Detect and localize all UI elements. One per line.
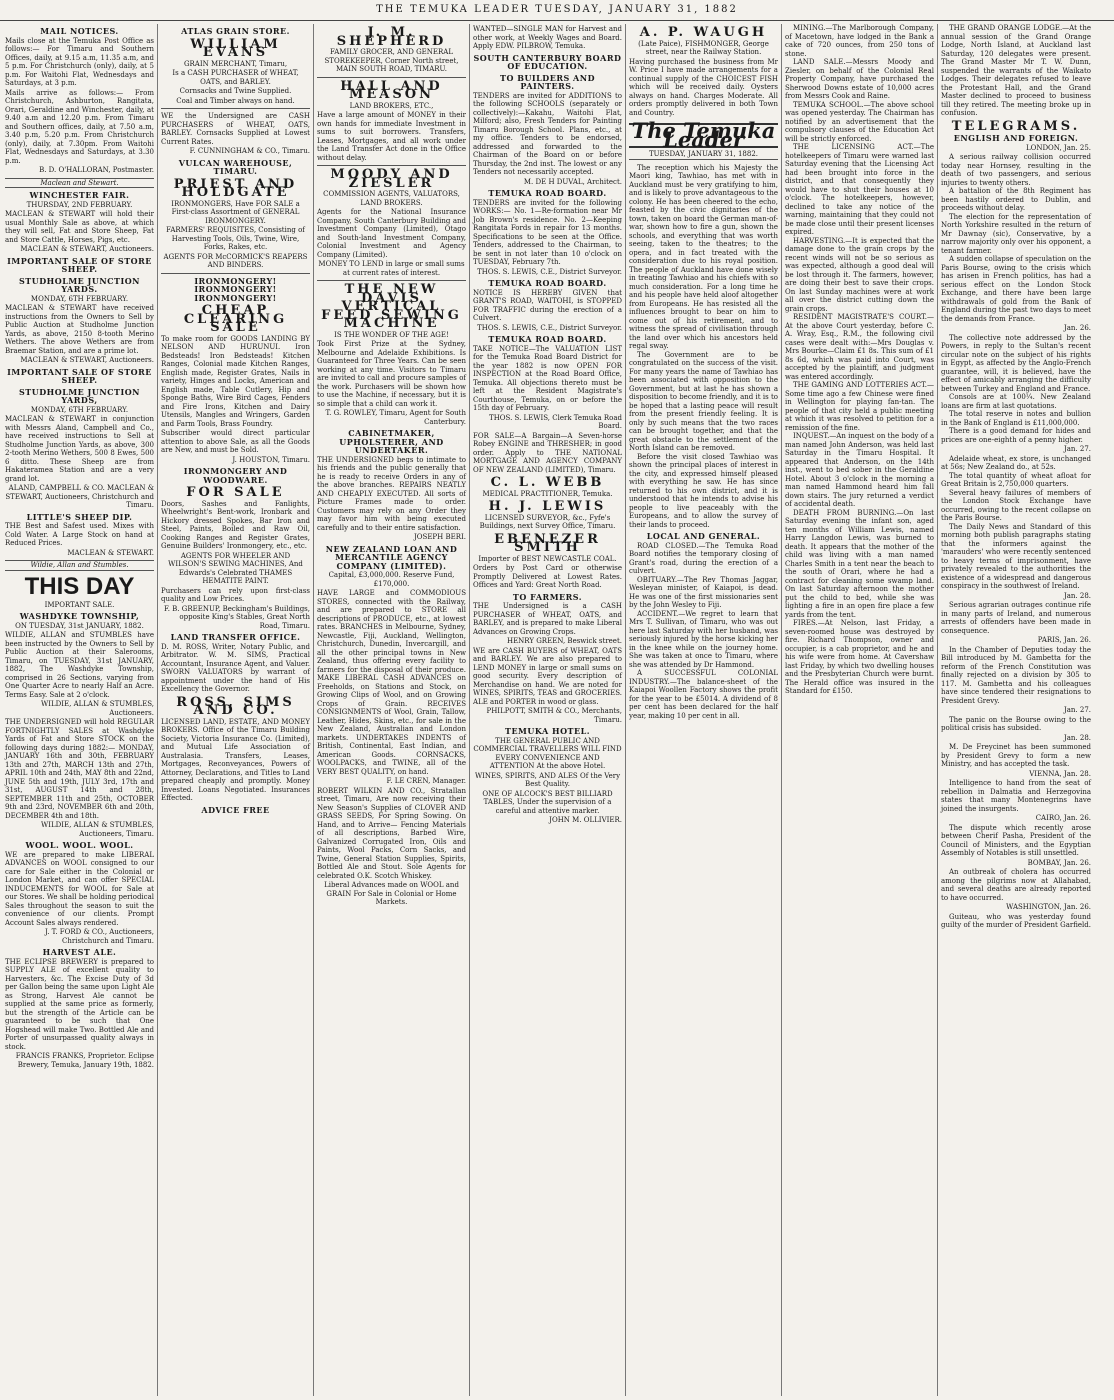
ad-text: NOTICE IS HEREBY GIVEN that GRANT'S ROAD, WAITOHI, is STOPPED FOR TRAFFIC during the erection of a Culvert. (473, 288, 622, 322)
signature-line: MACLEAN & STEWART, Auctioneers. (20, 356, 154, 364)
signature-line: FRANCIS FRANKS, Proprietor. Eclipse Brewery, Temuka, January 19th, 1882. (15, 1052, 154, 1069)
centered-text: Capital, £3,000,000. Reserve Fund, £170,000. (328, 571, 455, 588)
article-paragraph: The reception which his Majesty the Maori king, Tawhiao, has met with in Auckland must be very gratifying to him, and is likely to prove advantageous to the colony. He has been cheered to the echo, feasted by the civic dignitaries of the town, taken on board the German man-of-war, shown how to fire a gun, shown the schools, and everything that was worth seeing, taken to the theatres; to the opera, and in fact treated with the consideration due to his royal position. The people of Auckland have done wisely in treating Tawhiao and his chiefs with so much consideration. For a long time he and his people have held aloof altogether from Europeans. He has resisted all the influences brought to bear on him to come out of his retirement, and to witness the spread of civilisation through the land over which his ancestors held regal sway. (629, 163, 778, 350)
centered-text: Importer of BEST NEWCASTLE COAL. (478, 554, 617, 563)
display-heading: J. M. SHEPHERD (336, 25, 447, 49)
signature-line: J. T. FORD & CO., Auctioneers, Christchurch and Timaru. (44, 928, 154, 945)
signature-line: Jan. 26. (1063, 324, 1091, 332)
ad-text: To make room for GOODS LANDING BY NELSON AND HURUNUI. Iron Bedsteads! Iron Bedsteads! Kitchen Ranges, Colonial made Kitchen Ranges, English made, Register Grates, Nails in variety, Hinges and Locks, American and English made, Table Cutlery, Hip and Sponge Baths, Wire Bird Cages, Fenders and Fire Irons, Kitchen and Dairy Utensils, Mangles and Wringers, Garden and Farm Tools, Brass Foundry. (161, 334, 310, 428)
signature-line: JOSEPH BERI. (413, 533, 466, 541)
section-banner: Wildie, Allan and Stumbles. (5, 560, 154, 571)
centered-text: (Late Paice), FISHMONGER, George street, near the Railway Station. (638, 39, 769, 56)
article-paragraph: Before the visit closed Tawhiao was shown the principal places of interest in the city, and expressed himself pleased with everything he saw. He has since returned to his own district, and it is understood that he intends to advise his people to live peaceably with the Europeans, and to allow the survey of their lands to proceed. (629, 452, 778, 529)
heading: WINCHESTER FAIR. (29, 190, 130, 200)
heading: STUDHOLME JUNCTION YARDS, (19, 386, 140, 405)
signature-line: T. G. ROWLEY, Timaru, Agent for South Canterbury. (325, 409, 466, 426)
signature-line: F. CUNNINGHAM & CO., Timaru. (189, 147, 310, 155)
article-paragraph: The total reserve in notes and bullion in the Bank of England is £11,000,000. (941, 410, 1091, 427)
ad-text: WE are CASH BUYERS of WHEAT, OATS and BARLEY. We are also prepared to LEND MONEY in large or small sums on good security. Every description of Merchandise on hand. We are noted for WINES, SPIRITS, TEAS and GROCERIES. ALE and PORTER in wood or glass. (473, 646, 622, 706)
display-heading: CHEAP CLEARING SALE (183, 303, 288, 335)
signature-line: LONDON, Jan. 25. (1025, 143, 1091, 152)
signature-line: WASHINGTON, Jan. 26. (1006, 903, 1091, 911)
ad-text: THE Best and Safest used. Mixes with Cold Water. A Large Stock on hand at Reduced Prices. (5, 522, 154, 547)
ad-text: MACLEAN & STEWART in conjunction with Messrs Aland, Campbell and Co., have received instructions to Sell at Studholme Junction Yards, as above, 300 2-tooth Merino Wethers, 500 8 Ewes, 500 6 ditto. These Sheep are from Hakateramea Station and are a very grand lot. (5, 415, 154, 483)
article-paragraph: LAND SALE.—Messrs Moody and Ziesler, on behalf of the Colonial Real Property Company, have purchased the Sherwood Downs estate of 10,000 acres from Messrs Cook and Raine. (785, 58, 934, 100)
heading: ENGLISH AND FOREIGN. (953, 133, 1079, 143)
article-paragraph: HARVESTING.—It is expected that the damage done to the grain crops by the recent winds will not be so serious as was expected, although a good deal will be lost through it. The farmers, however, are doing their best to save their crops. On last Sunday machines were at work all over the district cutting down the grain crops. (785, 236, 934, 313)
column-5 (626, 24, 782, 1396)
heading: VULCAN WAREHOUSE, TIMARU. (178, 157, 293, 176)
ad-text: TAKE NOTICE—The VALUATION LIST for the Temuka Road Board District for the year 1882 is now OPEN FOR INSPECTION at the Road Board Office, Temuka. All objections thereto must be left at the Resident Magistrate's Courthouse, Temuka, on or before the 15th day of February. (473, 344, 622, 412)
article-paragraph: TEMUKA SCHOOL.—The above school was opened yesterday. The Chairman has notified by an advertisement that the compulsory clauses of the Education Act will be strictly enforced. (785, 100, 934, 143)
ad-text: THE UNDERSIGNED begs to intimate to his friends and the public generally that he is ready to receive Orders in any of the above branches. REPAIRS NEATLY AND CHEAPLY EXECUTED. All sorts of Picture Frames made to order. Customers may rely on any Order they may favor him with being executed carefully and to their entire satisfaction. (317, 455, 466, 532)
signature-line: Jan. 27. (1063, 706, 1091, 714)
centered-text: Liberal Advances made on WOOL and GRAIN For Sale in Colonial or Home Markets. (324, 881, 459, 906)
centered-text: Is a CASH PURCHASER of WHEAT, OATS, and BARLEY. (172, 69, 299, 86)
ad-text: WANTED—SINGLE MAN for Harvest and other work, at Weekly Wages and Board. Apply EDW. PILBROW, Temuka. (473, 25, 622, 50)
ad-text: Orders by Post Card or otherwise Promptly Delivered at Lowest Rates. Offices and Yard: Great North Road. (473, 564, 622, 589)
display-heading: A. P. WAUGH (639, 25, 768, 40)
signature-line: Jan. 27. (1063, 445, 1091, 453)
column-3 (314, 24, 470, 1396)
centered-text: MONDAY, 6TH FEBRUARY. (30, 405, 129, 414)
article-paragraph: A battalion of the 8th Regiment has been hastily ordered to Dublin, and proceeds without delay. (941, 187, 1091, 212)
ad-text: HAVE LARGE and COMMODIOUS STORES, connected with the Railway, and are prepared to STORE all descriptions of PRODUCE, etc., at lowest rates. BRANCHES in Melbourne, Sydney, Newcastle, Fiji, Auckland, Wellington, Christchurch, Dunedin, Invercargill, and all the other principal towns in New Zealand, thus offering every facility to farmers for the disposal of their produce. MAKE LIBERAL CASH ADVANCES on Freeholds, on Stations and Stock, on Growing Clips of Wool, and on Growing Crops of Grain. RECEIVES CONSIGNMENTS of Wool, Grain, Tallow, Leather, Hides, Skins, etc., for sale in the New Zealand, Australian and London markets. UNDERTAKES INDENTS of British, Continental, East Indian, and American Goods. CORNSACKS, WOOLPACKS, and TWINE, all of the VERY BEST QUALITY, on hand. (317, 589, 466, 776)
divider (317, 77, 466, 78)
centered-text: IS THE WONDER OF THE AGE! (334, 330, 449, 339)
centered-text: AGENTS FOR WHEELER AND WILSON'S SEWING MACHINES, And Edwards's Celebrated THAMES HEMATITE PAINT. (168, 551, 303, 585)
page-masthead: THE TEMUKA LEADER TUESDAY, JANUARY 31, 1882 (0, 4, 1114, 21)
signature-line: J. HOUSTON, Timaru. (232, 455, 310, 464)
signature-line: M. DE H DUVAL, Architect. (523, 177, 622, 186)
signature-line: THOS. S. LEWIS, Clerk Temuka Road Board. (489, 413, 622, 430)
signature-line: F. LE CREN, Manager. (386, 777, 466, 785)
ad-text: Agents for the National Insurance Company, South Canterbury Building and Investment Company (Limited), Otago and South-land Investment Company, Colonial Investment and Agency Company (Limited). (317, 208, 466, 259)
ad-text: TENDERS are invited for the following WORKS:— No. 1—Re-formation near Mr Job Brown's residence. No. 2—Keeping Rangitata Fords in repair for 13 months. Specifications to be seen at the Office. Tenders, addressed to the Chairman, to be sent in not later than 10 o'clock on TUESDAY, February 7th. (473, 198, 622, 266)
heading: IRONMONGERY! IRONMONGERY! IRONMONGERY! (194, 275, 277, 303)
display-heading: THE NEW DAVIS VERTICAL FEED SEWING MACHINE (321, 282, 462, 331)
article-paragraph: The panic on the Bourse owing to the political crisis has subsided. (941, 715, 1091, 732)
ad-text: LICENSED LAND, ESTATE, AND MONEY BROKERS. Office of the Timaru Building Society, Victoria Insurance Co. (Limited), and Mutual Life Association of Australasia. Transfers, Leases, Mortgages, Reconveyances, Powers of Attorney, Declarations, and Titles to Land prepared cheaply and promptly. Money Invested. Loans Negotiated. Insurances Effected. (161, 717, 310, 802)
centered-text: AGENTS FOR McCORMICK'S REAPERS AND BINDERS. (163, 252, 308, 269)
ad-text: Subscriber would direct particular attention to above Sale, as all the Goods are New, and must be Sold. (161, 429, 310, 454)
article-paragraph: DEATH FROM BURNING.—On last Saturday evening the infant son, aged ten months of William Lewis, named Harry Langdon Lewis, was burned to death. It appears that the mother of the child was living with a man named Charles Smith in a tent near the beach to the south of Orari, where he had a contract for cleaning some swamp land. On last Saturday afternoon the mother put the child to bed, while she was lighting a fire in an open fire place a few yards from the tent. (785, 508, 934, 619)
signature-line: BOMBAY, Jan. 26. (1027, 858, 1091, 867)
centered-text: LICENSED SURVEYOR, &c., Fyfe's Buildings, next Survey Office, Timaru. (479, 513, 616, 530)
ad-text: MACLEAN & STEWART have received instructions from the Owners to Sell by Public Auction at Studholme Junction Yards, as above, 2150 8-tooth Merino Wethers. The above Wethers are from Braemar Station, and are a prime lot. (5, 304, 154, 355)
display-heading: MOODY AND ZIESLER (330, 167, 453, 191)
display-heading: H. J. LEWIS (488, 499, 607, 514)
heading: HARVEST ALE. (42, 947, 117, 957)
article-paragraph: ACCIDENT.—We regret to learn that Mrs T. Sullivan, of Timaru, who was out here last Saturday with her husband, was seriously injured by the horse kicking her in the knee while on the journey home. She was taken at once to Timaru, where she was attended by Dr Hammond. (629, 609, 778, 669)
heading: TO BUILDERS AND PAINTERS. (499, 72, 595, 91)
heading: NEW ZEALAND LOAN AND MERCANTILE AGENCY COMPANY (LIMITED). (325, 543, 458, 571)
heading: CABINETMAKER, UPHOLSTERER, AND UNDERTAKER. (339, 428, 444, 455)
centered-text: IRONMONGERS, Have FOR SALE a First-class Assortment of GENERAL IRONMONGERY. (171, 199, 300, 225)
ad-text: THE UNDERSIGNED will hold REGULAR FORTNIGHTLY SALES at Washdyke Yards of Fat and Store STOCK on the following days during 1882:— MONDAY, JANUARY 16th and 30th, FEBRUARY 13th and 27th, MARCH 13th and 27th, APRIL 10th and 24th, MAY 8th and 22nd, JUNE 5th and 19th, JULY 3rd, 17th and 31st, AUGUST 14th and 28th, SEPTEMBER 11th and 25th, OCTOBER 9th and 23rd, NOVEMBER 6th and 20th, DECEMBER 4th and 18th. (5, 718, 154, 820)
heading: TEMUKA HOTEL. (505, 726, 590, 736)
article-paragraph: In the Chamber of Deputies today the Bill introduced by M. Gambetta for the reform of the French Constitution was finally rejected on a division by 305 to 117. M. Gambetta and his colleagues have since tendered their resignations to President Grevy. (941, 645, 1091, 705)
article-paragraph: The Daily News and Standard of this morning both publish paragraphs stating that the informers against the 'marauders' who were recently sentenced to heavy terms of imprisonment, have privately revealed to the authorities the existence of a widespread and dangerous conspiracy in the southwest of Ireland. (941, 522, 1091, 590)
centered-text: MONDAY, 6TH FEBRUARY. (30, 294, 129, 303)
article-paragraph: The election for the representation of North Yorkshire resulted in the return of Mr Dawnay (sic), Conservative, by a narrow majority only over his opponent, a tenant farmer. (941, 212, 1091, 255)
centered-text: WINES, SPIRITS, AND ALES Of the Very Best Quality. (474, 771, 621, 788)
article-paragraph: A SUCCESSFUL COLONIAL INDUSTRY.—The balance-sheet of the Kaiapoi Woollen Factory shows the profit for the year to be £5014. A dividend of 8 per cent has been declared for the half year, making 10 per cent in all. (629, 669, 778, 720)
columns (2, 24, 1112, 1396)
article-paragraph: RESIDENT MAGISTRATE'S COURT.—At the above Court yesterday, before C. A. Wray, Esq., R.M., the following civil cases were dealt with:—Mrs Douglas v. Mrs Bourke—Claim £1 8s. This sum of £1 8s 6d, which was paid into Court, was accepted by the plaintiff, and judgment was entered accordingly. (785, 313, 934, 381)
heading: LOCAL AND GENERAL. (646, 531, 761, 541)
column-1 (2, 24, 158, 1396)
article-paragraph: Serious agrarian outrages continue rife in many parts of Ireland, and numerous arrests of offenders have been made in consequence. (941, 601, 1091, 635)
heading: SOUTH CANTERBURY BOARD OF EDUCATION. (473, 52, 622, 71)
signature-line: Jan. 28. (1063, 591, 1091, 600)
signature-line: MACLEAN & STEWART. (67, 548, 154, 557)
display-heading: HALL AND MEASON (340, 78, 443, 102)
signature-line: VIENNA, Jan. 28. (1029, 769, 1091, 778)
article-paragraph: THE GRAND ORANGE LODGE.—At the annual session of the Grand Orange Lodge, North Island, at Auckland last Saturday, 120 delegates were present. The Grand Master Mr T. W. Dunn, suspended the warrants of the Waikato Lodges. Their delegates refused to leave the Protestant Hall, and the Grand Master declined to proceed to business till they retired. The meeting broke up in confusion. (941, 24, 1091, 117)
centered-text: LAND BROKERS, ETC., (349, 101, 434, 110)
ad-text: ROBERT WILKIN AND CO., Stratallan street, Timaru, Are now receiving their New Season's Supplies of CLOVER AND GRASS SEEDS, For Spring Sowing. On Hand, and to Arrive— Fencing Materials of all descriptions, Barbed Wire, Galvanized Corrugated Iron, Oils and Paints, Wool Packs, Corn Sacks, and Twine, General Station Supplies, Spirits, Bottled Ale and Stout. Sole Agents for celebrated O.K. Scotch Whiskey. (317, 786, 466, 880)
heading: WOOL. WOOL. WOOL. (25, 840, 134, 850)
article-paragraph: The dispute which recently arose between Cherif Pasha, President of the Council of Ministers, and the Egyptian Assembly of Notables is still unsettled. (941, 823, 1091, 857)
centered-text: Coal and Timber always on hand. (176, 96, 295, 105)
article-paragraph: A sudden collapse of speculation on the Paris Bourse, owing to the crisis which has arisen in French politics, has had a serious effect on the London Stock Exchange, and there have been large withdrawals of gold from the Bank of England during the past two days to meet the demands from France. (941, 255, 1091, 323)
centered-text: MONEY TO LEND in large or small sums at current rates of interest. (318, 260, 465, 277)
article-paragraph: THE LICENSING ACT.—The hotelkeepers of Timaru were warned last Saturday evening that the Licensing Act had been brought into force in the district, and that consequently they would have to shut their houses at 10 o'clock. The hotelkeepers, however, declined to take any notice of the warning, maintaining that they could not be made close until their present licenses expired. (785, 143, 934, 236)
article-paragraph: A serious railway collision occurred today near Hornsey, resulting in the death of two passengers, and serious injuries to twenty others. (941, 153, 1091, 187)
article-paragraph: FIRES.—At Nelson, last Friday, a seven-roomed house was destroyed by fire. Richard Thompson, owner and occupier, is a cab proprietor, and he and his wife were from home. At Cavershaw last Friday, by which two dwelling houses and the Presbyterian Church were burnt. The Herald office was insured in the Standard for £150. (785, 619, 934, 695)
article-paragraph: An outbreak of cholera has occurred among the pilgrims now at Allahabad, and several deaths are already reported to have occurred. (941, 868, 1091, 902)
centered-text: COMMISSION AGENTS, VALUATORS, LAND BROKERS. (323, 190, 460, 207)
article-paragraph: ROAD CLOSED.—The Temuka Road Board notifies the temporary closing of Grant's road, during the erection of a culvert. (629, 541, 778, 575)
display-heading: WILLIAM EVANS (190, 36, 281, 60)
ad-text: TENDERS are invited for ADDITIONS to the following SCHOOLS (separately or collectively):—Kakahu, Waitohi Flat, Milford; also, Fresh Tenders for Painting Timaru Borough School. Plans, etc., at my office. Tenders to be endorsed, addressed and forwarded to the Chairman of the Board on or before Thursday, the 2nd inst. The lowest or any Tenders not necessarily accepted. (473, 91, 622, 176)
ad-text: Doors, Sashes and Fanlights, Wheelwright's Bent-work, Ironbark and Hickory dressed Spokes, Bar Iron and Steel, Paints, Boiled and Raw Oil, Cooking Ranges and Register Grates, Genuine Builders' Ironmongery, etc., etc. (161, 499, 310, 550)
signature-line: JOHN M. OLLIVIER. (549, 816, 622, 824)
centered-text: ON TUESDAY, 31st JANUARY, 1882. (15, 621, 144, 630)
ad-text: Mails close at the Temuka Post Office as follows:— For Timaru and Southern Offices, daily, at 9.15 a.m, 11.35 a.m, and 5 p.m. For Christchurch (only), daily, at 5 p.m. For Waitohi Flat, Wednesdays and Saturdays, at 3 p.m. (5, 36, 154, 87)
centered-text: MEDICAL PRACTITIONER, Temuka. (482, 489, 613, 498)
column-7 (938, 24, 1094, 1396)
article-paragraph: OBITUARY.—The Rev Thomas Jaggar, Wesleyan minister, of Kaiapoi, is dead. He was one of the first missionaries sent by the John Wesley to Fiji. (629, 575, 778, 609)
column-6 (782, 24, 938, 1396)
ad-text: WE are prepared to make LIBERAL ADVANCES on WOOL consigned to our care for Sale either in the Colonial or London Market, and can offer SPECIAL INDUCEMENTS for WOOL for Sale at our Stores. We shall be holding periodical Sales throughout the season to suit the convenience of our clients. Prompt Account Sales always rendered. (5, 850, 154, 927)
heading: TEMUKA ROAD BOARD. (488, 334, 607, 344)
display-heading: ROSS, SIMS AND CO. (176, 694, 295, 718)
article-paragraph: THE GAMING AND LOTTERIES ACT.—Some time ago a few Chinese were fined in Wellington for playing fan-tan. The people of that city held a public meeting at which it was resolved to petition for a remission of the fine. (785, 381, 934, 432)
ad-text: Have a large amount of MONEY in their own hands for immediate Investment in sums to suit borrowers. Transfers, Leases, Mortgages, and all work under the Land Transfer Act done in the Office without delay. (317, 111, 466, 162)
ad-text: THE ECLIPSE BREWERY is prepared to SUPPLY ALE of excellent quality to Harvesters, &c. The Excise Duty of 3d per Gallon being the same upon Light Ale as Strong, Harvest Ale cannot be supplied at the same price as formerly, but the strength of the Article can be guaranteed to be such that One Hogshead will make Two. Bottled Ale and Porter of unsurpassed quality always in stock. (5, 957, 154, 1051)
heading: LITTLE'S SHEEP DIP. (26, 511, 133, 522)
ad-text: MACLEAN & STEWART will hold their usual Monthly Sale as above, at which they will sell, Fat and Store Sheep, Fat and Store Cattle, Horses, Pigs, etc. (5, 210, 154, 244)
ad-text: WILDIE, ALLAN and STUMBLES have been instructed by the Owners to Sell by Public Auction at their Salerooms, Timaru, on TUESDAY, 31st JANUARY, 1882, The Washdyke Township, comprised in 26 Sections, varying from One Quarter Acre to nearly Half an Acre. Terms Easy. Sale at 2 o'clock. (5, 631, 154, 699)
signature-line: ALAND, CAMPBELL & CO. MACLEAN & STEWART, Auctioneers, Christchurch and Timaru. (5, 484, 154, 509)
heading: LAND TRANSFER OFFICE. (170, 632, 301, 642)
ad-text: FOR SALE—A Bargain—A Seven-horse Robey ENGINE and THRESHER; in good order. Apply to THE NATIONAL MORTGAGE AND AGENCY COMPANY OF NEW ZEALAND (LIMITED), Timaru. (473, 431, 622, 474)
ad-text: Mails arrive as follows:— From Christchurch, Ashburton, Rangitata, Orari, Geraldine and Winchester, daily, at 9.40 a.m and 12.20 p.m. From Timaru and Southern offices, daily, at 7.50 a.m, 3.40 p.m, 5.20 p.m. From Christchurch (only), daily, at 7.30pm. From Waitohi Flat, Wednesdays and Saturdays, at 3.30 p.m. (5, 88, 154, 165)
article-paragraph: There is a good demand for hides and prices are one-eighth of a penny higher. (941, 427, 1091, 444)
ad-text: Took First Prize at the Sydney, Melbourne and Adelaide Exhibitions. Is Guaranteed for Three Years. Can be seen working at any time. Visitors to Timaru are invited to call and procure samples of the work. Purchasers will be shown how to use the Machine, if necessary, but it is so simple that a child can work it. (317, 340, 466, 408)
signature-line: THOS. S. LEWIS, C.E., District Surveyor. (477, 267, 622, 276)
column-2 (158, 24, 314, 1396)
centered-text: GRAIN MERCHANT, Timaru, (183, 59, 288, 68)
signature-line: HENRY GREEN, Beswick street. (506, 637, 622, 645)
heading: MAIL NOTICES. (40, 26, 119, 36)
article-paragraph: The collective note addressed by the Powers, in reply to the Sultan's recent circular note on the subject of his rights in Egypt, as affected by the Anglo-French guarantee, will, it is believed, have the effect of amicably arranging the difficulty between Turkey and England and France. (941, 333, 1091, 393)
display-heading: FOR SALE (186, 485, 285, 500)
signature-line: WILDIE, ALLAN & STUMBLES, Auctioneers, Timaru. (41, 821, 154, 838)
centered-text: FAMILY GROCER, AND GENERAL STOREKEEPER, Corner North street, MAIN SOUTH ROAD, TIMARU. (324, 48, 459, 73)
heading: IMPORTANT SALE OF STORE SHEEP. (7, 255, 152, 274)
signature-line: PARIS, Jan. 26. (1037, 636, 1091, 644)
ad-text: Purchasers can rely upon first-class quality and Low Prices. (161, 586, 310, 603)
newspaper-nameplate: The Temuka Leader (629, 123, 778, 148)
divider (161, 108, 310, 109)
heading: TEMUKA ROAD BOARD. (488, 188, 607, 198)
column-4 (470, 24, 626, 1396)
display-heading: TELEGRAMS. (951, 118, 1081, 134)
dateline: TUESDAY, JANUARY 31, 1882. (629, 150, 778, 160)
signature-line: Jan. 28. (1063, 733, 1091, 742)
centered-text: IMPORTANT SALE. (44, 600, 115, 609)
divider (317, 280, 466, 281)
centered-text: ONE OF ALCOCK'S BEST BILLIARD TABLES, Under the supervision of a careful and attentive marker. (482, 789, 613, 815)
heading: STUDHOLME JUNCTION YARDS. (19, 275, 140, 294)
heading: WASHDYKE TOWNSHIP, (19, 611, 140, 621)
ad-text: THE Undersigned is a CASH PURCHASER of WHEAT, OATS, and BARLEY, and is prepared to make Liberal Advances on Growing Crops. (473, 602, 622, 636)
article-paragraph: Several heavy failures of members of the London Stock Exchange have occurred, owing to the recent collapse on the Paris Bourse. (941, 488, 1091, 522)
signature-line: F. B. GREENUP, Beckingham's Buildings, opposite King's Stables, Great North Road, Timaru. (163, 604, 310, 630)
divider (317, 165, 466, 166)
signature-line: CAIRO, Jan. 26. (1035, 814, 1091, 822)
heading: IMPORTANT SALE OF STORE SHEEP. (7, 366, 152, 385)
display-heading: C. L. WEBB (490, 475, 605, 490)
signature-line: THOS. S. LEWIS, C.E., District Surveyor. (477, 323, 622, 332)
article-paragraph: M. De Freycinet has been summoned by President Grevy to form a new Ministry, and has accepted the task. (941, 743, 1091, 768)
heading: TEMUKA ROAD BOARD. (488, 278, 607, 288)
article-paragraph: Guiteau, who was yesterday found guilty of the murder of President Garfield. (941, 912, 1091, 929)
heading: TO FARMERS. (512, 591, 583, 602)
article-paragraph: INQUEST.—An inquest on the body of a man named John Anderson, was held last Saturday in the Timaru Hospital. It appeared that Anderson, on the 14th inst., went to bed sober in the Geraldine Hotel. About 3 o'clock in the morning a man named Hammond heard him fall down stairs. The jury returned a verdict of accidental death. (785, 432, 934, 508)
divider (161, 273, 310, 274)
signature-line: B. D. O'HALLORAN, Postmaster. (39, 166, 154, 174)
article-paragraph: The Government are to be congratulated on the success of the visit. For many years the name of Tawhiao has been associated with opposition to the Government, but at last he has shown a disposition to become friendly, and it is to be hoped that a lasting peace will result from the present friendly feeling. It is only by such means that the two races can be brought together, and that the great obstacle to the settlement of the North Island can be removed. (629, 350, 778, 452)
signature-line: PHILPOTT, SMITH & CO., Merchants, Timaru. (486, 707, 622, 724)
heading: ATLAS GRAIN STORE. (181, 26, 290, 36)
article-paragraph: Consols are at 100¼. New Zealand loans are firm at last quotations. (941, 393, 1091, 410)
signature-line: WILDIE, ALLAN & STUMBLES, Auctioneers. (41, 700, 154, 717)
centered-text: FARMERS' REQUISITES, Consisting of Harvesting Tools, Oils, Twine, Wire, Forks, Rakes, etc. (166, 226, 305, 251)
article-paragraph: Adelaide wheat, ex store, is unchanged at 56s; New Zealand do., at 52s. (941, 454, 1091, 471)
article-paragraph: MINING.—The Marlborough Company, of Macetown, have lodged in the Bank a cake of 720 ounces, from 250 tons of stone. (785, 24, 934, 58)
heading: IRONMONGERY AND WOODWARE. (183, 466, 288, 485)
article-paragraph: The total quantity of wheat afloat for Great Britain is 2,750,000 quarters. (941, 471, 1091, 488)
heading: ADVICE FREE (201, 804, 270, 815)
article-paragraph: Intelligence to hand from the seat of rebellion in Dalmatia and Herzegovina states that many Montenegrins have joined the insurgents. (941, 779, 1091, 813)
ad-text: Having purchased the business from Mr W. Price I have made arrangements for a continual supply of the CHOICEST FISH which will be received daily. Oysters always on hand. Charges Moderate. All orders promptly delivered in both Town and Country. (629, 57, 778, 117)
centered-text: Cornsacks and Twine Supplied. (179, 87, 292, 95)
ad-text: D. M. ROSS, Writer, Notary Public, and Arbitrator. W. M. SIMS, Practical Accountant, Insurance Agent, and Valuer. SWORN VALUATORS by warrant of appointment under the hand of His Excellency the Governor. (161, 642, 310, 693)
display-heading: EBENEZER SMITH (494, 531, 601, 555)
signature-line: MACLEAN & STEWART, Auctioneers. (20, 245, 154, 253)
display-heading: PRIEST AND HOLDGATE (173, 176, 298, 200)
headline: THIS DAY (24, 572, 135, 600)
section-banner: Maclean and Stewart. (5, 178, 154, 189)
ad-text: WE the Undersigned are CASH PURCHASERS of WHEAT, OATS, BARLEY. Cornsacks Supplied at Lowest Current Rates. (161, 112, 310, 146)
centered-text: THURSDAY, 2ND FEBRUARY. (26, 200, 133, 209)
centered-text: THE GENERAL PUBLIC AND COMMERCIAL TRAVELLERS WILL FIND EVERY CONVENIENCE AND ATTENTION At the above Hotel. (473, 736, 622, 770)
